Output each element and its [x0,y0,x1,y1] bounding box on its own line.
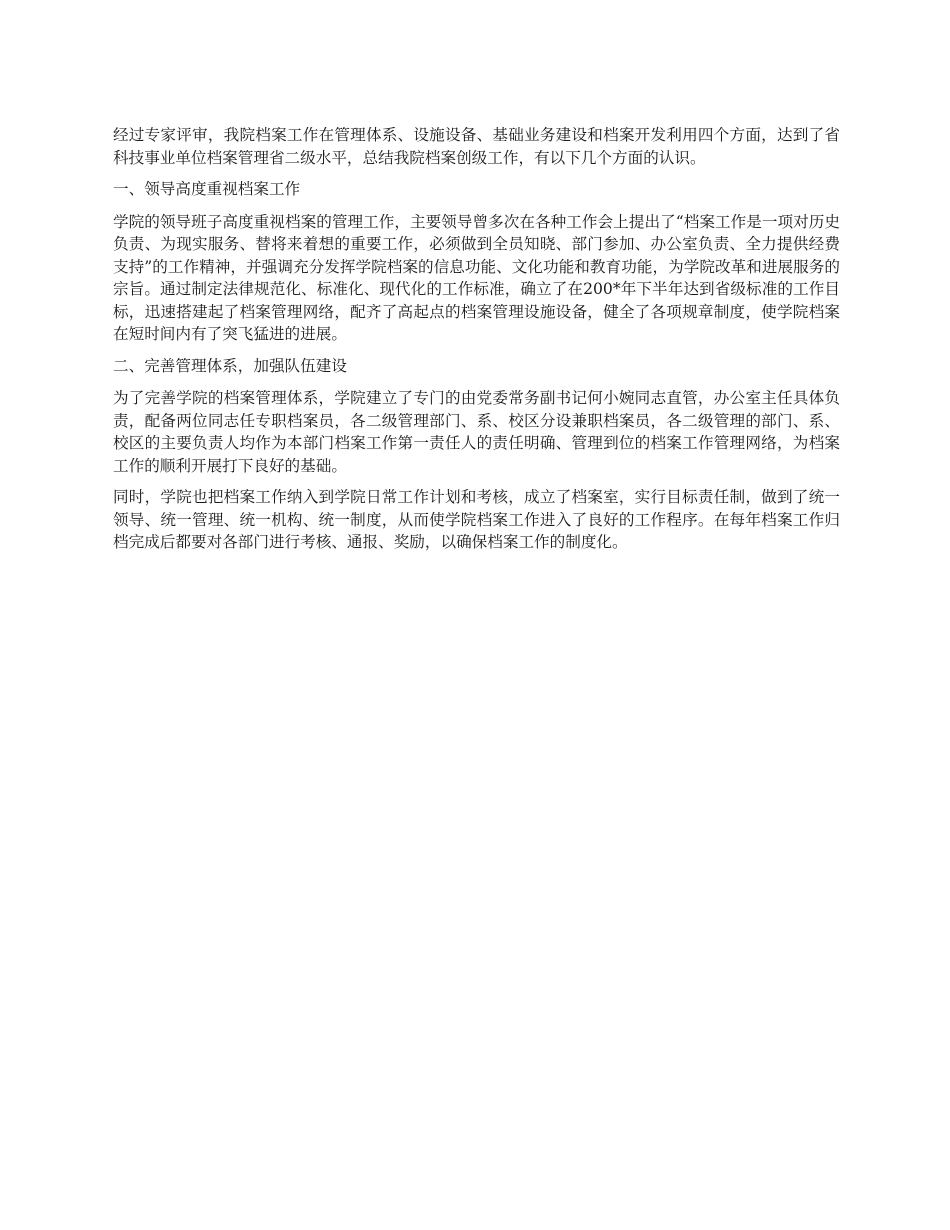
section-heading-2: 二、完善管理体系，加强队伍建设 [113,356,347,375]
section-1-paragraph: 学院的领导班子高度重视档案的管理工作，主要领导曾多次在各种工作会上提出了“档案工作是一项对历史负责、为现实服务、替将来着想的重要工作，必须做到全员知晓、部门参加、办公室负责、全力提供经费支持”的工作精神，并强调充分发挥学院档案的信息功能、文化功能和教育功能，为学院改革和进展服务的宗旨。通过制定法律规范化、标准化、现代化的工作标准，确立了在200*年下半年达到省级标准的工作目标，迅速搭建起了档案管理网络，配齐了高起点的档案管理设施设备，健全了各项规章制度，使学院档案在短时间内有了突飞猛进的进展。 [113,212,840,343]
document-body [113,124,840,563]
section-2-paragraph-1: 为了完善学院的档案管理体系，学院建立了专门的由党委常务副书记何小婉同志直管，办公室主任具体负责，配备两位同志任专职档案员，各二级管理部门、系、校区分设兼职档案员，各二级管理的部门、系、校区的主要负责人均作为本部门档案工作第一责任人的责任明确、管理到位的档案工作管理网络，为档案工作的顺利开展打下良好的基础。 [113,389,840,475]
intro-paragraph: 经过专家评审，我院档案工作在管理体系、设施设备、基础业务建设和档案开发利用四个方面，达到了省科技事业单位档案管理省二级水平，总结我院档案创级工作，有以下几个方面的认识。 [113,126,840,167]
section-2-paragraph-2: 同时，学院也把档案工作纳入到学院日常工作计划和考核，成立了档案室，实行目标责任制，做到了统一领导、统一管理、统一机构、统一制度，从而使学院档案工作进入了良好的工作程序。在每年档案工作归档完成后都要对各部门进行考核、通报、奖励，以确保档案工作的制度化。 [113,488,840,551]
section-heading-1: 一、领导高度重视档案工作 [113,180,301,198]
